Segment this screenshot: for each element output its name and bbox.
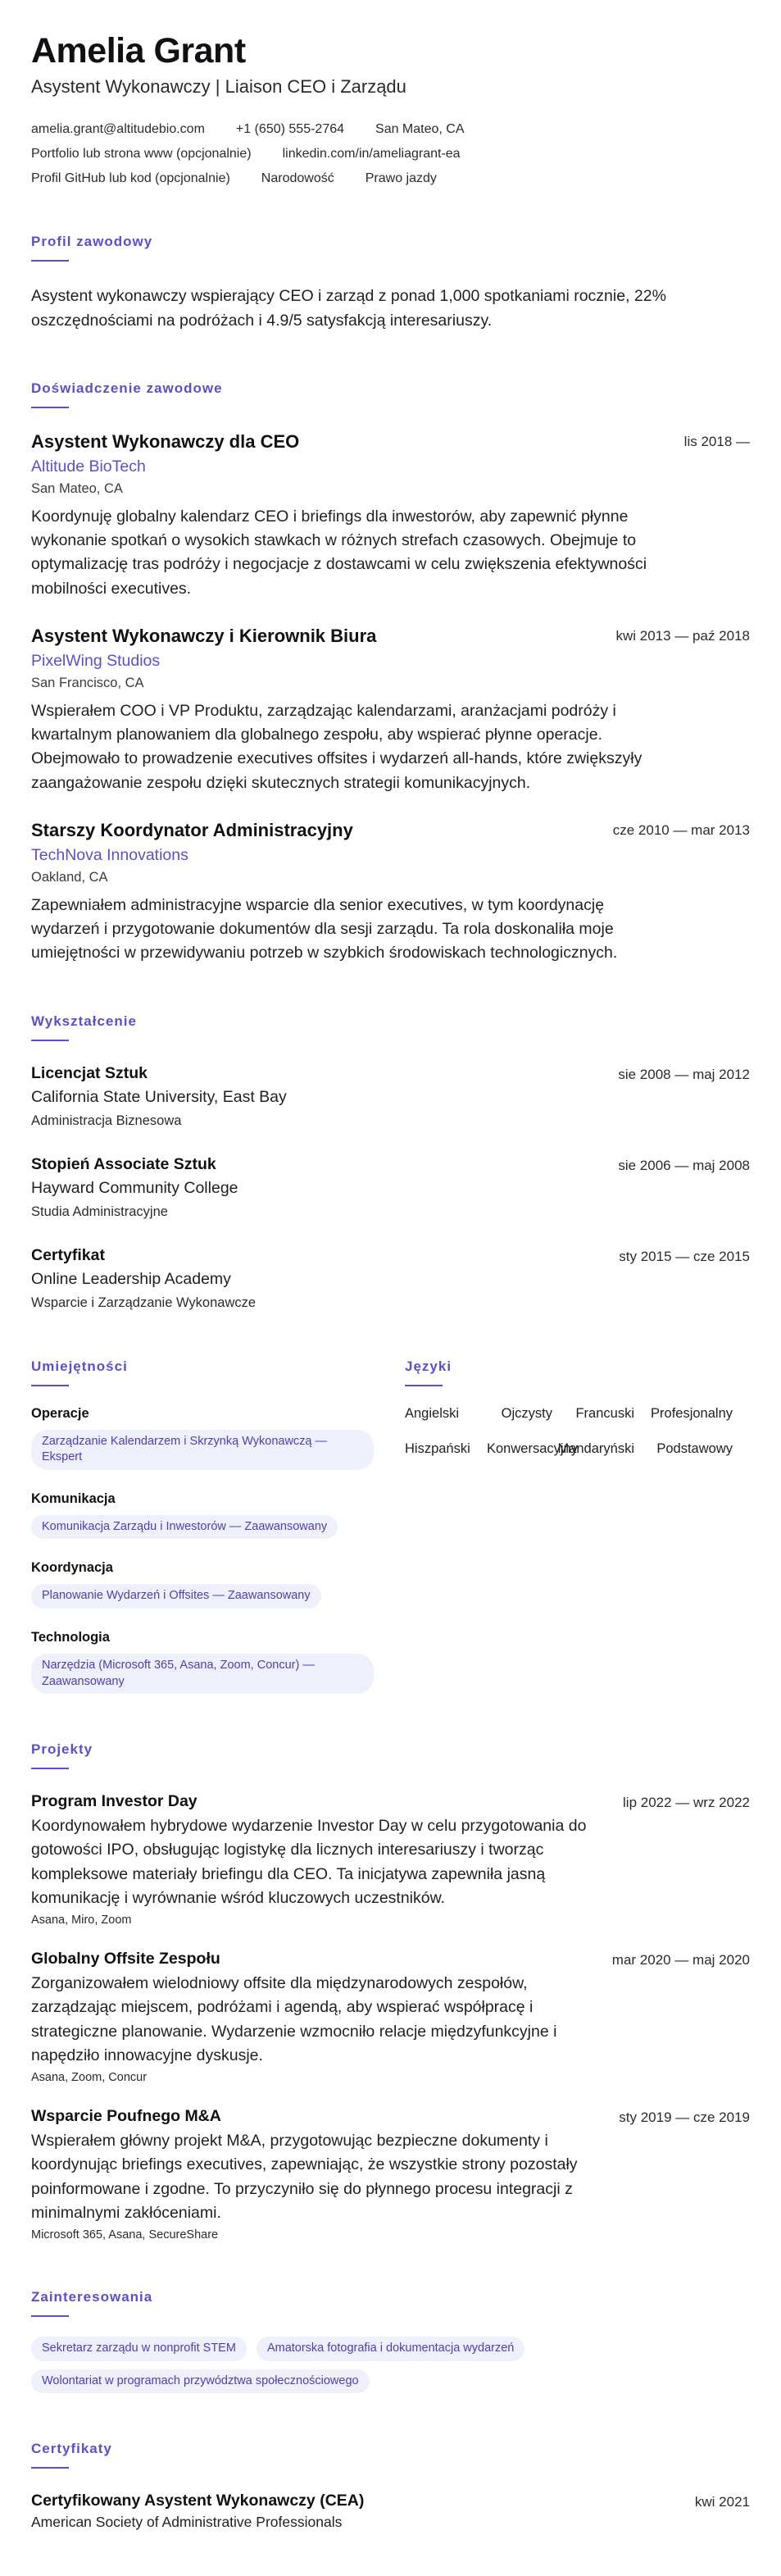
contact-row-links — [31, 147, 750, 162]
languages-section — [405, 1359, 750, 1694]
contact-phone[interactable]: +1 (650) 555-2764 — [235, 122, 345, 137]
candidate-headline: Asystent Wykonawczy | Liaison CEO i Zarządu — [31, 76, 406, 98]
skill-group — [31, 1491, 405, 1540]
section-divider — [405, 1385, 443, 1386]
skill-category: Koordynacja — [31, 1560, 113, 1576]
section-title: Umiejętności — [31, 1358, 128, 1374]
contact-row-primary — [31, 122, 750, 137]
section-divider — [31, 2315, 69, 2317]
skills-section — [31, 1359, 405, 1694]
resume-header — [31, 31, 750, 186]
degree-name: Licencjat Sztuk — [31, 1063, 148, 1082]
job-title: Asystent Wykonawczy i Kierownik Biura — [31, 625, 377, 646]
education-dates: sty 2015 — cze 2015 — [619, 1248, 750, 1264]
project-tools: Asana, Miro, Zoom — [31, 1914, 132, 1927]
degree-name: Stopień Associate Sztuk — [31, 1154, 216, 1173]
interests-list — [31, 2337, 750, 2393]
language-level: Profesjonalny — [651, 1405, 733, 1421]
section-divider — [31, 1040, 69, 1041]
contact-github[interactable]: Profil GitHub lub kod (opcjonalnie) — [31, 171, 230, 186]
contact-license: Prawo jazdy — [365, 171, 437, 186]
section-divider — [31, 1768, 69, 1769]
school-name: Hayward Community College — [31, 1178, 238, 1197]
project-name: Wsparcie Poufnego M&A — [31, 2107, 221, 2126]
education-section — [31, 1013, 750, 1311]
interest-pill: Amatorska fotografia i dokumentacja wydarzeń — [257, 2337, 524, 2361]
language-level: Podstawowy — [656, 1440, 733, 1456]
section-title: Języki — [405, 1358, 452, 1374]
job-title: Asystent Wykonawczy dla CEO — [31, 430, 300, 452]
language-name: Angielski — [405, 1405, 460, 1421]
section-title: Certyfikaty — [31, 2441, 112, 2457]
school-name: Online Leadership Academy — [31, 1269, 231, 1288]
education-entry — [31, 1246, 750, 1311]
degree-name: Certyfikat — [31, 1245, 105, 1264]
job-description: Zapewniałem administracyjne wsparcie dla senior executives, w tym koordynację wydarzeń i przygotowanie dokumentów dla sesji zarządu. Ta rola doskonaliła moje umiejętności w przewidywaniu potrzeb w szybkich środowiskach technologicznych. — [31, 895, 618, 963]
projects-section — [31, 1741, 750, 2241]
skill-pill: Planowanie Wydarzeń i Offsites — Zaawansowany — [31, 1584, 321, 1609]
interest-pill: Sekretarz zarządu w nonprofit STEM — [31, 2337, 247, 2361]
school-name: California State University, East Bay — [31, 1087, 287, 1106]
company-name: Altitude BioTech — [31, 457, 146, 476]
skill-category: Operacje — [31, 1405, 89, 1421]
certification-issuer: American Society of Administrative Professionals — [31, 2514, 343, 2531]
interest-pill: Wolontariat w programach przywództwa społecznościowego — [31, 2369, 370, 2394]
project-entry — [31, 2107, 750, 2241]
education-dates: sie 2008 — maj 2012 — [618, 1066, 750, 1082]
project-entry — [31, 1950, 750, 2084]
project-entry — [31, 1792, 750, 1927]
experience-entry — [31, 820, 750, 966]
language-name: Francuski — [575, 1405, 634, 1421]
project-dates: mar 2020 — maj 2020 — [611, 1952, 750, 1968]
language-name: Mandaryński — [557, 1440, 634, 1456]
summary-text: Asystent wykonawczy wspierający CEO i zarząd z ponad 1,000 spotkaniami rocznie, 22% oszczędnościami na podróżach i 4.9/5 satysfakcją interesariuszy. — [31, 287, 666, 330]
skill-group — [31, 1630, 405, 1694]
skills-languages-row — [31, 1359, 750, 1694]
project-name: Globalny Offsite Zespołu — [31, 1950, 220, 1968]
section-title: Projekty — [31, 1741, 93, 1758]
education-dates: sie 2006 — maj 2008 — [618, 1157, 750, 1173]
skill-pill: Komunikacja Zarządu i Inwestorów — Zaawansowany — [31, 1515, 338, 1540]
contact-row-extra — [31, 171, 750, 186]
field-of-study: Studia Administracyjne — [31, 1204, 168, 1219]
company-name: PixelWing Studios — [31, 651, 161, 670]
contact-email[interactable]: amelia.grant@altitudebio.com — [31, 122, 205, 137]
certification-date: kwi 2021 — [694, 2494, 750, 2510]
job-description: Wspierałem COO i VP Produktu, zarządzając kalendarzami, aranżacjami podróży i kwartalnym planowaniem dla globalnego zespołu, aby wspierać płynne operacje. Obejmowało to prowadzenie executives offsites i wydarzeń all-hands, które zwiększyły zaangażowanie zespołu dzięki skutecznych strategii komunikacyjnych. — [31, 701, 643, 792]
contact-nationality: Narodowość — [261, 171, 334, 186]
job-dates: cze 2010 — mar 2013 — [612, 821, 750, 838]
job-dates: kwi 2013 — paź 2018 — [615, 627, 750, 644]
language-level: Konwersacyjny — [487, 1440, 578, 1456]
experience-entry — [31, 431, 750, 601]
job-location: San Francisco, CA — [31, 675, 144, 690]
project-description: Koordynowałem hybrydowe wydarzenie Investor Day w celu przygotowania do gotowości IPO, obsługując logistykę dla licznych interesariuszy i tworząc kompleksowe materiały briefingu dla CEO. Ta inicjatywa zapewniła jasną komunikację i wyrównanie wśród kluczowych uczestników. — [31, 1817, 587, 1907]
project-tools: Asana, Zoom, Concur — [31, 2071, 148, 2085]
certification-name: Certyfikowany Asystent Wykonawczy (CEA) — [31, 2492, 365, 2510]
field-of-study: Wsparcie i Zarządzanie Wykonawcze — [31, 1295, 257, 1310]
skill-category: Komunikacja — [31, 1491, 116, 1506]
certification-entry — [31, 2492, 750, 2531]
section-title: Profil zawodowy — [31, 234, 153, 250]
project-tools: Microsoft 365, Asana, SecureShare — [31, 2228, 219, 2242]
section-title: Doświadczenie zawodowe — [31, 380, 223, 396]
contact-portfolio[interactable]: Portfolio lub strona www (opcjonalnie) — [31, 147, 252, 162]
section-title: Wykształcenie — [31, 1013, 137, 1029]
project-description: Wspierałem główny projekt M&A, przygotowując bezpieczne dokumenty i koordynując briefings executives, zapewniając, że wszystkie strony pozostały poinformowane i zgodne. To przyczyniło się do płynnego procesu integracji z minimalnymi zakłóceniami. — [31, 2132, 578, 2222]
contact-location: San Mateo, CA — [375, 122, 465, 137]
education-entry — [31, 1155, 750, 1220]
project-name: Program Investor Day — [31, 1792, 198, 1811]
section-divider — [31, 407, 69, 408]
job-location: Oakland, CA — [31, 869, 108, 885]
job-description: Koordynuję globalny kalendarz CEO i briefings dla inwestorów, aby zapewnić płynne wykonanie spotkań o wysokich stawkach w różnych strefach czasowych. Obejmuje to optymalizację tras podróży i negocjacje z dostawcami w celu zwiększenia efektywności mobilności executives. — [31, 507, 647, 598]
section-divider — [31, 260, 69, 262]
interests-section — [31, 2289, 750, 2393]
skill-group — [31, 1406, 405, 1470]
experience-entry — [31, 626, 750, 795]
summary-section — [31, 234, 750, 333]
project-description: Zorganizowałem wielodniowy offsite dla międzynarodowych zespołów, zarządzając miejscem, podróżami i agendą, aby wspierać współpracę i strategiczne planowanie. Wydarzenie wzmocniło relacje międzyfunkcyjne i napędziło innowacyjne dyskusje. — [31, 1974, 557, 2064]
job-title: Starszy Koordynator Administracyjny — [31, 819, 353, 840]
experience-section — [31, 380, 750, 966]
languages-grid — [405, 1406, 750, 1457]
skill-category: Technologia — [31, 1629, 110, 1645]
section-title: Zainteresowania — [31, 2289, 153, 2305]
certifications-section — [31, 2441, 750, 2531]
skill-pill: Narzędzia (Microsoft 365, Asana, Zoom, Concur) — Zaawansowany — [31, 1654, 374, 1694]
language-name: Hiszpański — [405, 1440, 470, 1456]
field-of-study: Administracja Biznesowa — [31, 1113, 182, 1128]
job-location: San Mateo, CA — [31, 480, 123, 496]
section-divider — [31, 1385, 69, 1386]
project-dates: lip 2022 — wrz 2022 — [623, 1795, 750, 1811]
job-dates: lis 2018 — — [683, 433, 750, 449]
contact-linkedin[interactable]: linkedin.com/in/ameliagrant-ea — [282, 147, 461, 162]
skill-group — [31, 1560, 405, 1609]
project-dates: sty 2019 — cze 2019 — [619, 2109, 750, 2126]
section-divider — [31, 2467, 69, 2469]
language-level: Ojczysty — [501, 1405, 552, 1421]
education-entry — [31, 1064, 750, 1129]
candidate-name: Amelia Grant — [31, 31, 246, 71]
skill-pill: Zarządzanie Kalendarzem i Skrzynką Wykonawczą — Ekspert — [31, 1430, 374, 1470]
company-name: TechNova Innovations — [31, 845, 188, 864]
